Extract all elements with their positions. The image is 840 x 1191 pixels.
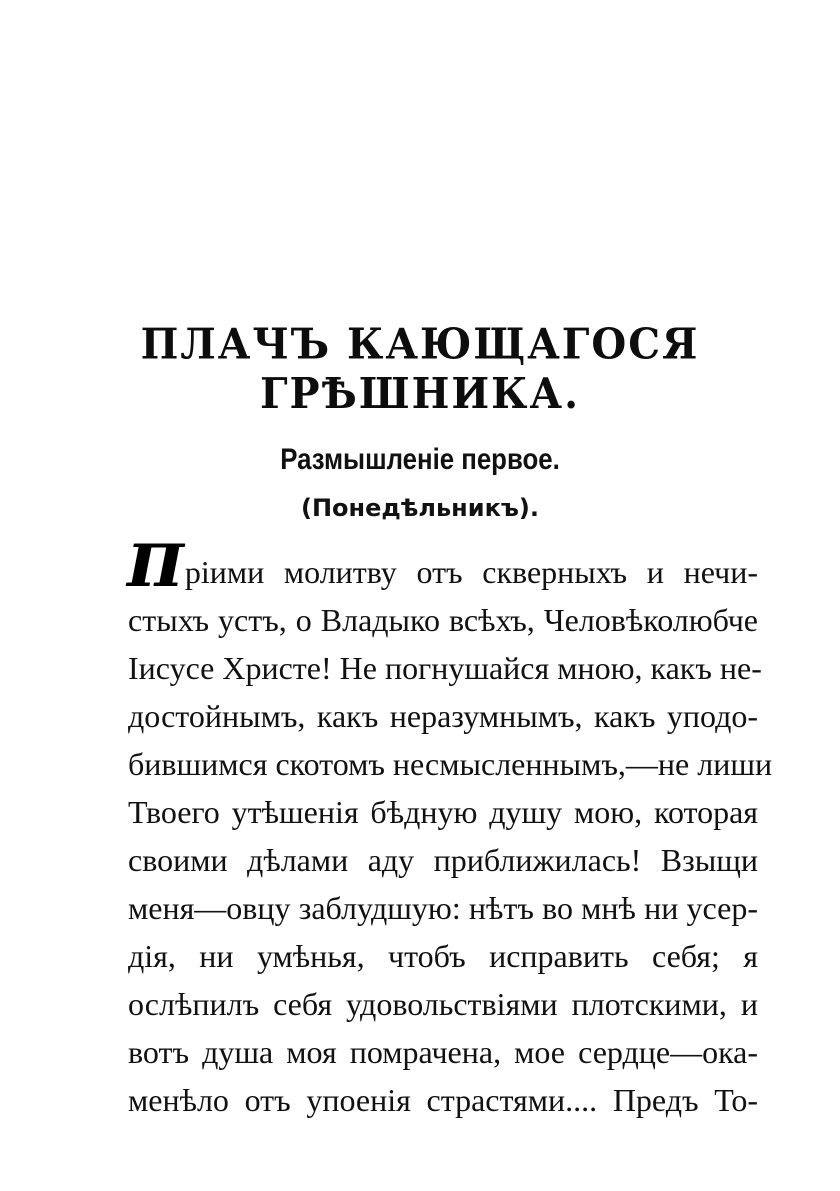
text-line: достойнымъ, какъ неразумнымъ, какъ уподо- bbox=[128, 698, 758, 734]
text-line: Твоего утѣшенія бѣдную душу мою, которая bbox=[128, 794, 758, 830]
text-line: Іисусе Христе! Не погнушайся мною, какъ не- bbox=[128, 650, 762, 686]
text-line: вотъ душа моя помрачена, мое сердце—ока- bbox=[128, 1034, 758, 1070]
section-heading: Размышленіе первое. bbox=[280, 443, 560, 476]
drop-cap-letter: П bbox=[128, 532, 183, 600]
text-line: стыхъ устъ, о Владыко всѣхъ, Человѣколюбче bbox=[128, 602, 758, 638]
text-line: меня—овцу заблудшую: нѣтъ во мнѣ ни усер- bbox=[128, 890, 758, 926]
body-paragraph bbox=[128, 532, 773, 1124]
first-line-text: ріими молитву отъ скверныхъ и нечи- bbox=[184, 554, 758, 590]
text-line: дія, ни умѣнья, чтобъ исправить себя; я bbox=[128, 938, 758, 974]
text-line: ослѣпилъ себя удовольствіями плотскими, и bbox=[128, 986, 758, 1022]
text-line: менѣло отъ упоенія страстями.... Предъ То- bbox=[128, 1082, 758, 1118]
text-line: бившимся скотомъ несмысленнымъ,—не лиши bbox=[128, 746, 773, 782]
text-line bbox=[128, 532, 758, 600]
text-line: своими дѣлами аду приближилась! Взыщи bbox=[128, 842, 758, 878]
page-title: ПЛАЧЪ КАЮЩАГОСЯ ГРѢШНИКА. bbox=[140, 319, 700, 419]
day-label: (Понедѣльникъ). bbox=[300, 494, 539, 522]
